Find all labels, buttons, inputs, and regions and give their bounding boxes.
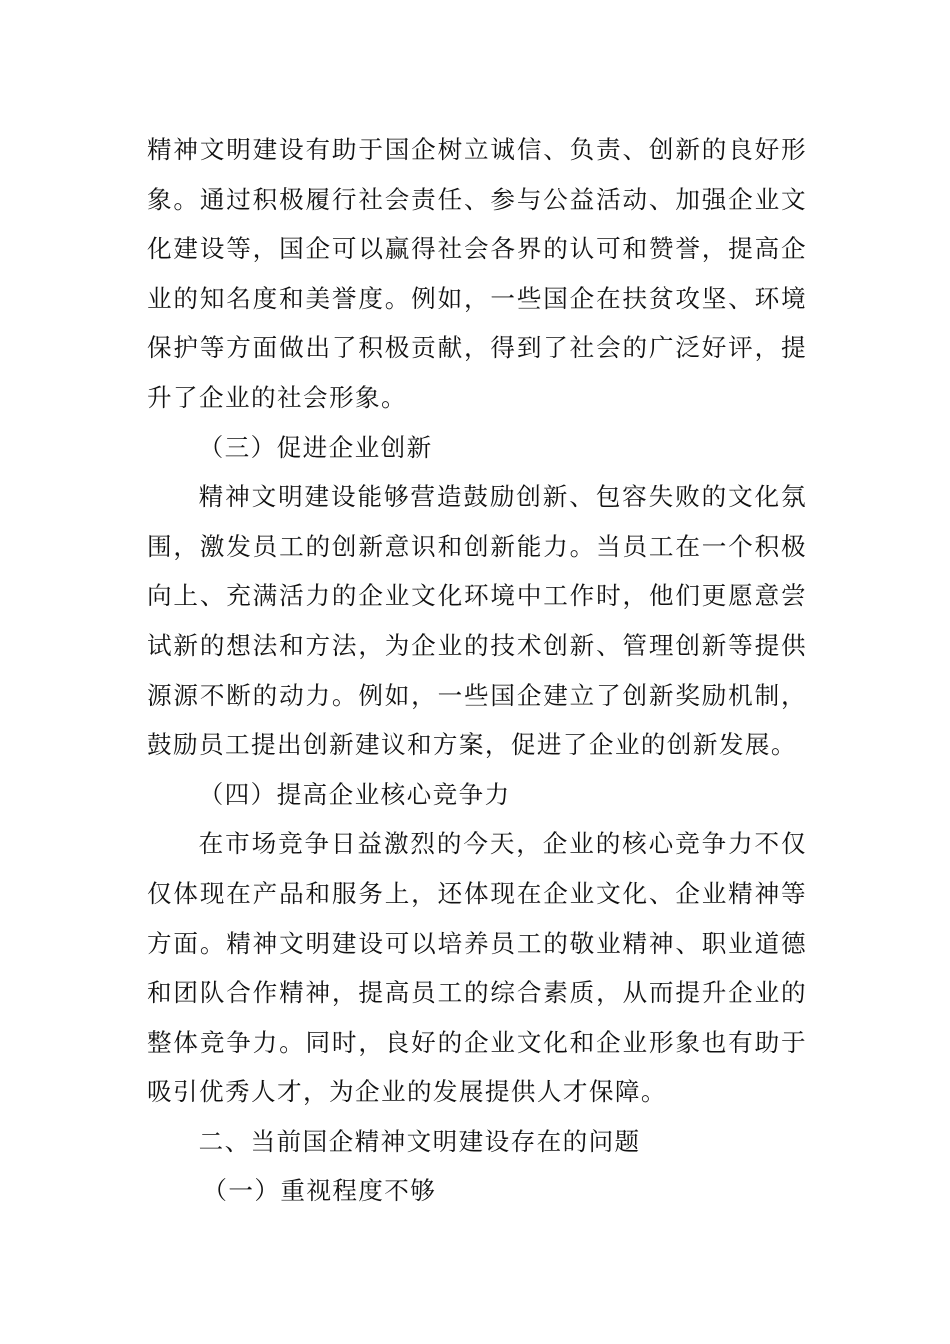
section-heading-insufficient-attention: （一）重视程度不够 (202, 1176, 437, 1206)
section-heading-core-competitiveness: （四）提高企业核心竞争力 (198, 779, 511, 809)
chapter-heading-current-problems: 二、当前国企精神文明建设存在的问题 (198, 1126, 641, 1156)
paragraph-corporate-image: 精神文明建设有助于国企树立诚信、负责、创新的良好形象。通过积极履行社会责任、参与公益活动、加强企业文化建设等，国企可以赢得社会各界的认可和赞誉，提高企业的知名度和美誉度。例如，一些国企在扶贫攻坚、环境保护等方面做出了积极贡献，得到了社会的广泛好评，提升了企业的社会形象。 (147, 135, 807, 412)
paragraph-competitiveness: 在市场竞争日益激烈的今天，企业的核心竞争力不仅仅体现在产品和服务上，还体现在企业文化、企业精神等方面。精神文明建设可以培养员工的敬业精神、职业道德和团队合作精神，提高员工的综合素质，从而提升企业的整体竞争力。同时，良好的企业文化和企业形象也有助于吸引优秀人才，为企业的发展提供人才保障。 (147, 829, 807, 1107)
document-body (147, 125, 807, 1216)
paragraph-innovation: 精神文明建设能够营造鼓励创新、包容失败的文化氛围，激发员工的创新意识和创新能力。当员工在一个积极向上、充满活力的企业文化环境中工作时，他们更愿意尝试新的想法和方法，为企业的技术创新、管理创新等提供源源不断的动力。例如，一些国企建立了创新奖励机制，鼓励员工提出创新建议和方案，促进了企业的创新发展。 (147, 482, 807, 760)
section-heading-promote-innovation: （三）促进企业创新 (198, 432, 433, 462)
